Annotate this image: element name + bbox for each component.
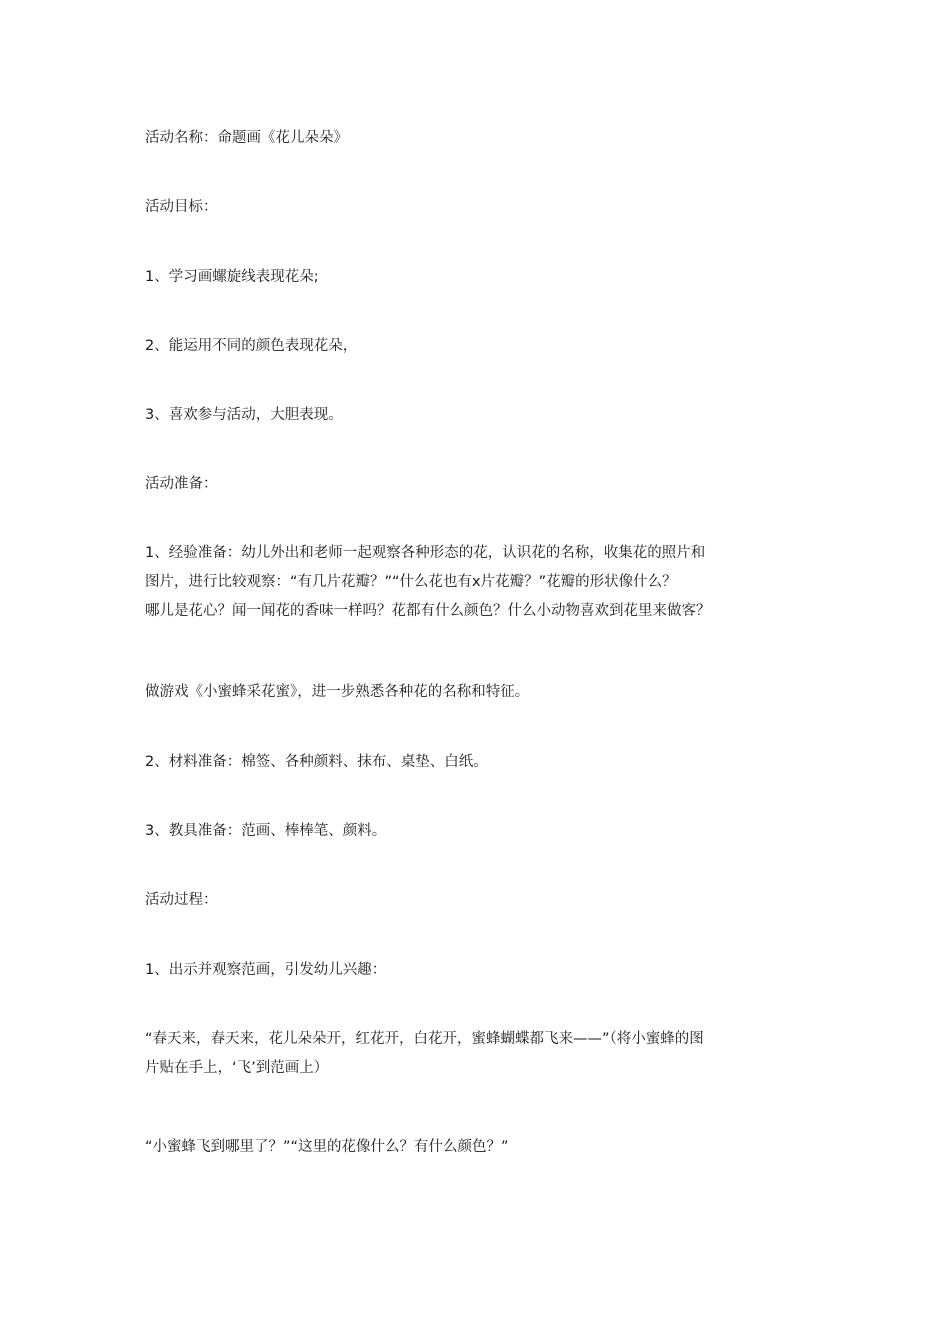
song-line-1: “春天来，春天来，花儿朵朵开，红花开，白花开，蜜蜂蝴蝶都飞来——”（将小蜜蜂的图 (145, 1031, 704, 1047)
experience-line-3: 哪儿是花心？闻一闻花的香味一样吗？花都有什么颜色？什么小动物喜欢到花里来做客？ (145, 603, 711, 619)
teaching-tools-preparation: 3、教具准备：范画、棒棒笔、颜料。 (145, 823, 387, 839)
materials-preparation: 2、材料准备：棉签、各种颜料、抹布、桌垫、白纸。 (145, 754, 488, 770)
song-paragraph (145, 1025, 815, 1083)
process-step-1: 1、出示并观察范画，引发幼儿兴趣： (145, 962, 387, 978)
activity-name: 活动名称：命题画《花儿朵朵》 (145, 130, 348, 146)
experience-line-2: 图片，进行比较观察：“有几片花瓣？”“什么花也有x片花瓣？”花瓣的形状像什么？ (145, 574, 677, 590)
experience-line-1: 1、经验准备：幼儿外出和老师一起观察各种形态的花，认识花的名称，收集花的照片和 (145, 545, 706, 561)
process-heading: 活动过程： (145, 892, 218, 908)
goals-heading: 活动目标： (145, 199, 218, 215)
experience-preparation-paragraph (145, 539, 815, 626)
preparation-heading: 活动准备： (145, 476, 218, 492)
song-line-2: 片贴在手上，‘飞’到范画上） (145, 1060, 329, 1076)
game-line: 做游戏《小蜜蜂采花蜜》，进一步熟悉各种花的名称和特征。 (145, 684, 530, 700)
goal-item-3: 3、喜欢参与活动，大胆表现。 (145, 407, 343, 423)
question-line: “小蜜蜂飞到哪里了？”“这里的花像什么？有什么颜色？” (145, 1139, 509, 1155)
goal-item-2: 2、能运用不同的颜色表现花朵， (145, 338, 358, 354)
goal-item-1: 1、学习画螺旋线表现花朵; (145, 269, 319, 285)
